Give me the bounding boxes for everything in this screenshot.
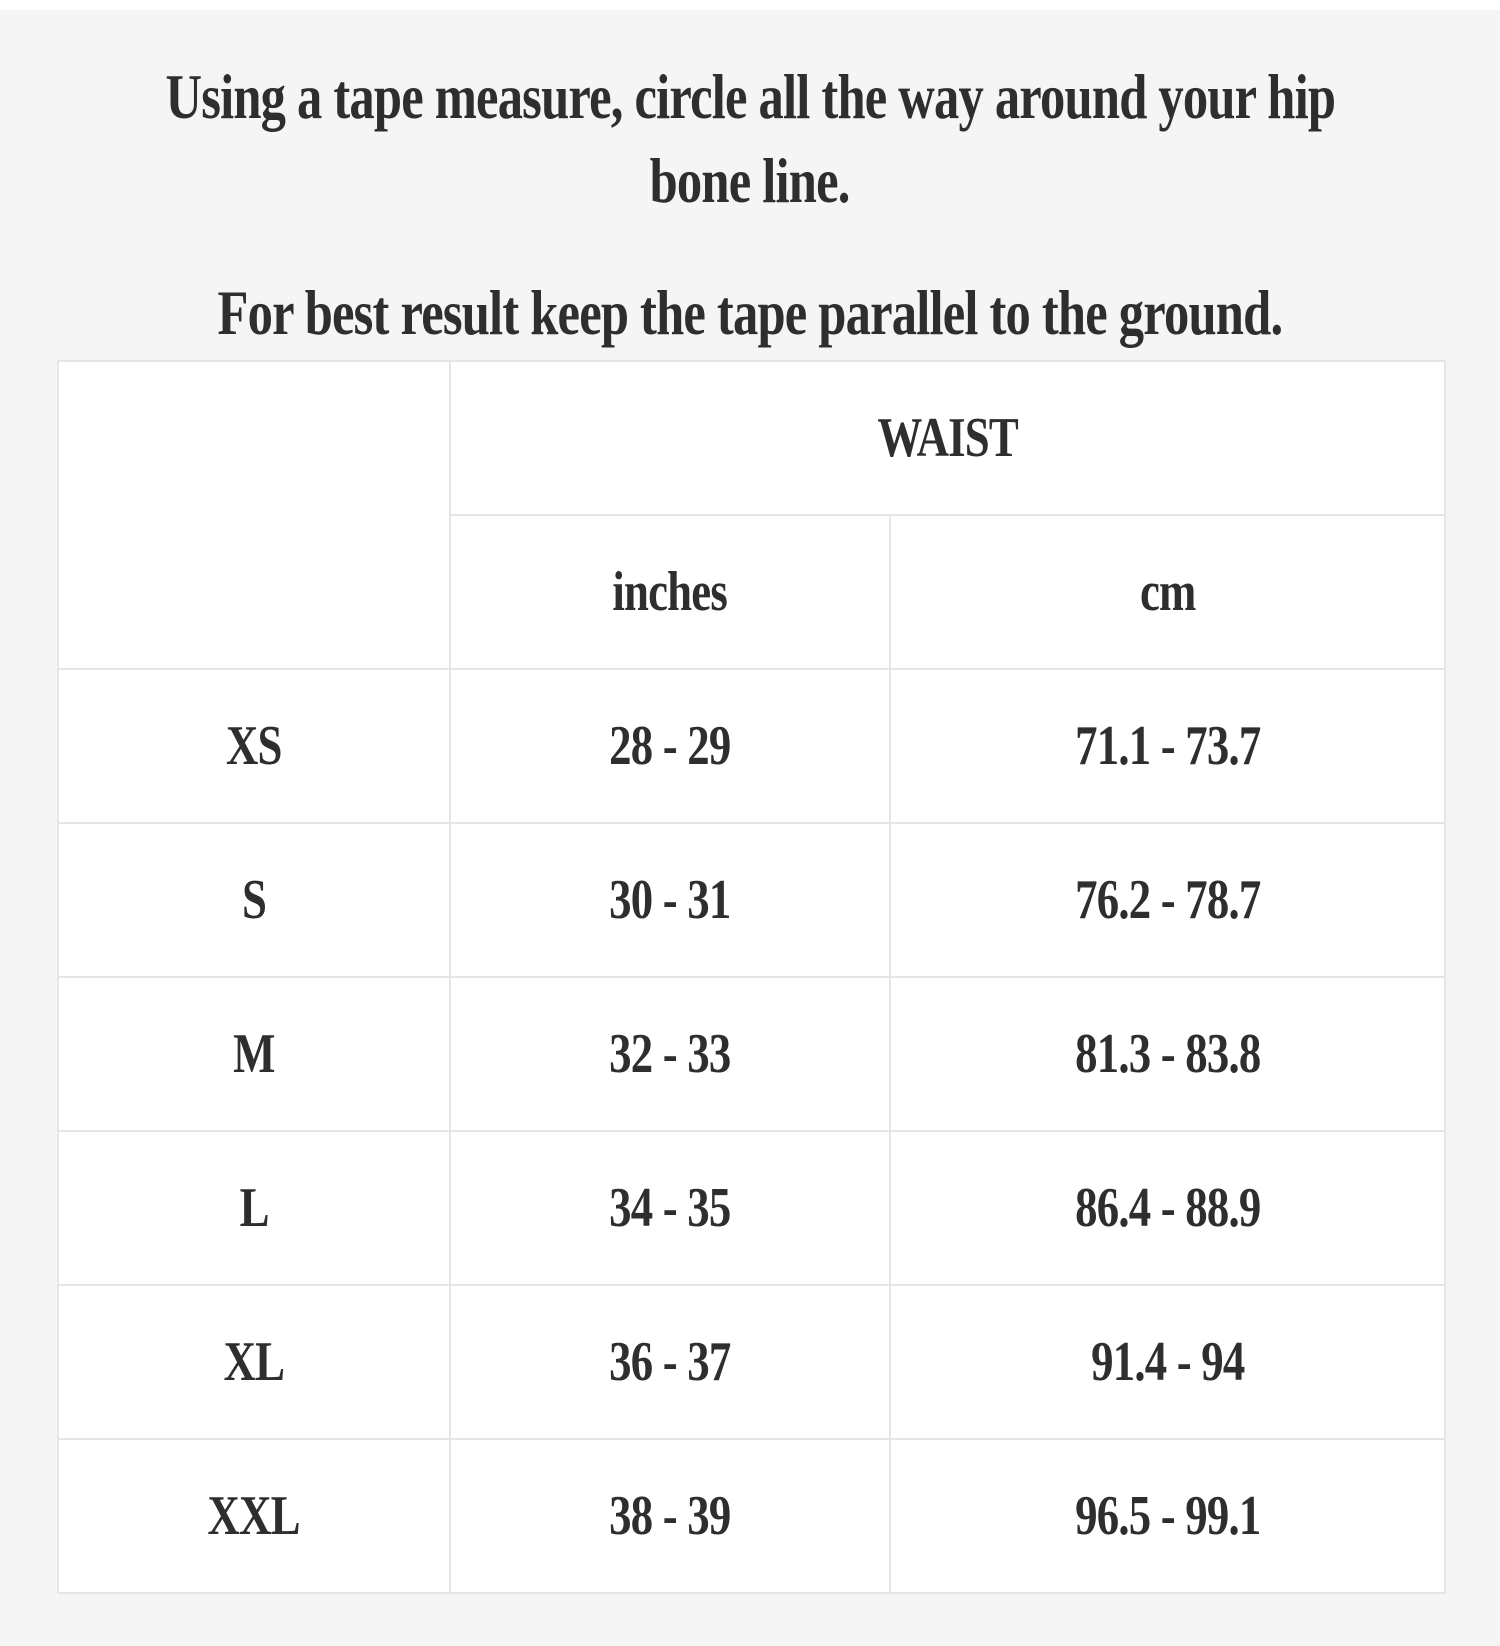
- cm-value-xl: 91.4 - 94: [890, 1285, 1445, 1439]
- waist-header-row: [58, 361, 1445, 515]
- cm-value-l: 86.4 - 88.9: [890, 1131, 1445, 1285]
- cm-value-xxl: 96.5 - 99.1: [890, 1439, 1445, 1593]
- size-row-xl: [58, 1285, 1445, 1439]
- size-row-l: [58, 1131, 1445, 1285]
- inches-value-xs: 28 - 29: [450, 669, 890, 823]
- top-strip: [0, 0, 1500, 10]
- cm-value-s: 76.2 - 78.7: [890, 823, 1445, 977]
- waist-group-header: WAIST: [450, 361, 1445, 515]
- cm-value-m: 81.3 - 83.8: [890, 977, 1445, 1131]
- corner-empty-cell: [58, 361, 450, 669]
- size-label-s: S: [58, 823, 450, 977]
- inches-value-xl: 36 - 37: [450, 1285, 890, 1439]
- size-row-s: [58, 823, 1445, 977]
- size-label-xs: XS: [58, 669, 450, 823]
- size-label-m: M: [58, 977, 450, 1131]
- inches-value-l: 34 - 35: [450, 1131, 890, 1285]
- inches-value-s: 30 - 31: [450, 823, 890, 977]
- page-title-line2: bone line.: [650, 145, 850, 216]
- size-row-xs: [58, 669, 1445, 823]
- inches-value-m: 32 - 33: [450, 977, 890, 1131]
- size-label-xl: XL: [58, 1285, 450, 1439]
- page-title: [0, 55, 1500, 223]
- cm-value-xs: 71.1 - 73.7: [890, 669, 1445, 823]
- size-label-xxl: XXL: [58, 1439, 450, 1593]
- inches-column-header: inches: [450, 515, 890, 669]
- cm-column-header: cm: [890, 515, 1445, 669]
- size-row-xxl: [58, 1439, 1445, 1593]
- page-subtitle: For best result keep the tape parallel to the ground.: [217, 277, 1283, 348]
- inches-value-xxl: 38 - 39: [450, 1439, 890, 1593]
- size-chart-table: [57, 360, 1446, 1594]
- size-row-m: [58, 977, 1445, 1131]
- page-title-line1: Using a tape measure, circle all the way around your hip: [165, 61, 1335, 132]
- size-label-l: L: [58, 1131, 450, 1285]
